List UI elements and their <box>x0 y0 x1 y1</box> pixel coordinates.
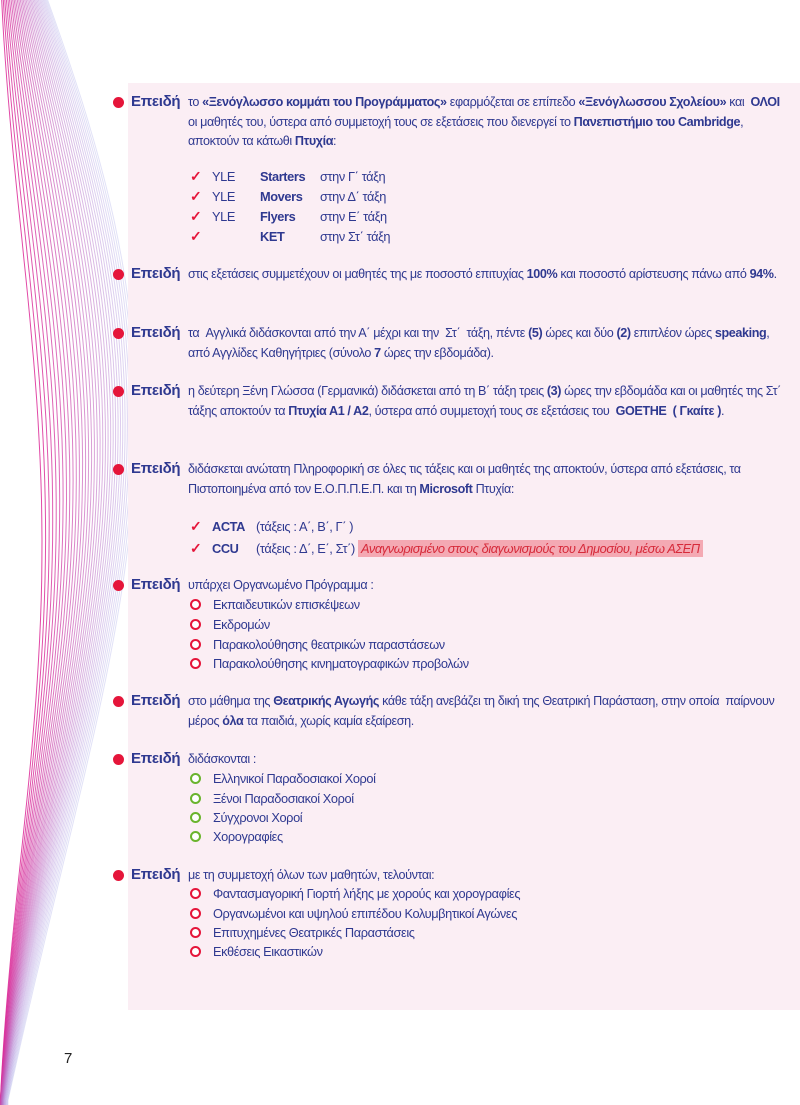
section-keyword: Επειδή <box>131 382 181 399</box>
section-keyword: Επειδή <box>131 265 181 282</box>
bullet-icon <box>113 97 124 108</box>
dance-item: Σύγχρονοι Χοροί <box>190 808 302 828</box>
section-keyword: Επειδή <box>131 692 181 709</box>
bullet-icon <box>113 580 124 591</box>
section-text: τα Αγγλικά διδάσκονται από την Α΄ μέχρι και την Στ΄ τάξη, πέντε (5) ώρες και δύο (2) επιπλέον ώρες speaking, από Αγγλίδες Καθηγήτριες (σύνολο 7 ώρες την εβδομάδα). <box>188 326 770 360</box>
program-item: Εκπαιδευτικών επισκέψεων <box>190 595 360 615</box>
section-keyword: Επειδή <box>131 750 181 767</box>
circle-bullet-icon <box>190 946 201 957</box>
section-text: διδάσκονται : <box>188 752 256 766</box>
event-item: Επιτυχημένες Θεατρικές Παραστάσεις <box>190 923 415 943</box>
cambridge-item: ✓ KET στην Στ΄ τάξη <box>190 228 391 244</box>
section-text: διδάσκεται ανώτατη Πληροφορική σε όλες τις τάξεις και οι μαθητές της αποκτούν, ύστερα από εξετάσεις, τα Πιστοποιημένα από τον Ε.Ο.Π.Π.Ε.Π. και τη Microsoft Πτυχία: <box>188 462 741 496</box>
circle-bullet-icon <box>190 927 201 938</box>
cambridge-item: ✓ YLE Starters στην Γ΄ τάξη <box>190 168 386 184</box>
section-text: με τη συμμετοχή όλων των μαθητών, τελούνται: <box>188 868 435 882</box>
bullet-icon <box>113 754 124 765</box>
section-text: το «Ξενόγλωσσο κομμάτι του Προγράμματος» εφαρμόζεται σε επίπεδο «Ξενόγλωσσου Σχολείου» και ΟΛΟΙ οι μαθητές του, ύστερα από συμμετοχή τους σε εξετάσεις που διενεργεί το Πανεπιστήμιο του Cambridge, αποκτούν τα κάτωθι Πτυχία: <box>188 95 780 148</box>
dance-item: Ελληνικοί Παραδοσιακοί Χοροί <box>190 769 376 789</box>
program-item: Παρακολούθησης θεατρικών παραστάσεων <box>190 635 445 655</box>
bullet-icon <box>113 870 124 881</box>
event-item: Φαντασμαγορική Γιορτή λήξης με χορούς και χορογραφίες <box>190 884 520 904</box>
section-text: η δεύτερη Ξένη Γλώσσα (Γερμανικά) διδάσκεται από τη Β΄ τάξη τρεις (3) ώρες την εβδομάδα και οι μαθητές της Στ΄ τάξης αποκτούν τα Πτυχία Α1 / Α2, ύστερα από συμμετοχή τους σε εξετάσεις του GOETHE ( Γκαίτε ). <box>188 384 781 418</box>
check-icon: ✓ <box>190 540 202 556</box>
dance-item: Χορογραφίες <box>190 827 283 847</box>
bullet-icon <box>113 269 124 280</box>
section-keyword: Επειδή <box>131 93 181 110</box>
section-keyword: Επειδή <box>131 460 181 477</box>
certificate-item: ✓ ACTA (τάξεις : Α΄, Β΄, Γ΄ ) <box>190 518 354 534</box>
check-icon: ✓ <box>190 188 202 204</box>
section-text: στο μάθημα της Θεατρικής Αγωγής κάθε τάξη ανεβάζει τη δική της Θεατρική Παράσταση, στην οποία παίρνουν μέρος όλα τα παιδιά, χωρίς καμία εξαίρεση. <box>188 694 775 728</box>
section-keyword: Επειδή <box>131 576 181 593</box>
circle-bullet-icon <box>190 812 201 823</box>
cambridge-item: ✓ YLE Flyers στην Ε΄ τάξη <box>190 208 387 224</box>
section-text: στις εξετάσεις συμμετέχουν οι μαθητές της με ποσοστό επιτυχίας 100% και ποσοστό αρίστευσης πάνω από 94%. <box>188 267 777 281</box>
certificate-item: ✓ CCU (τάξεις : Δ΄, Ε΄, Στ΄) Αναγνωρισμένο στους διαγωνισμούς του Δημοσίου, μέσω ΑΣΕΠ <box>190 538 703 558</box>
check-icon: ✓ <box>190 518 202 534</box>
circle-bullet-icon <box>190 773 201 784</box>
check-icon: ✓ <box>190 168 202 184</box>
circle-bullet-icon <box>190 831 201 842</box>
section-keyword: Επειδή <box>131 866 181 883</box>
program-item: Εκδρομών <box>190 615 270 635</box>
circle-bullet-icon <box>190 599 201 610</box>
section-keyword: Επειδή <box>131 324 181 341</box>
check-icon: ✓ <box>190 208 202 224</box>
program-item: Παρακολούθησης κινηματογραφικών προβολών <box>190 654 469 674</box>
bullet-icon <box>113 696 124 707</box>
circle-bullet-icon <box>190 888 201 899</box>
circle-bullet-icon <box>190 658 201 669</box>
event-item: Οργανωμένοι και υψηλού επιπέδου Κολυμβητικοί Αγώνες <box>190 904 517 924</box>
bullet-icon <box>113 464 124 475</box>
asep-recognition-note: Αναγνωρισμένο στους διαγωνισμούς του Δημοσίου, μέσω ΑΣΕΠ <box>358 540 703 557</box>
event-item: Εκθέσεις Εικαστικών <box>190 942 323 962</box>
circle-bullet-icon <box>190 793 201 804</box>
cambridge-item: ✓ YLE Movers στην Δ΄ τάξη <box>190 188 387 204</box>
bullet-icon <box>113 386 124 397</box>
check-icon: ✓ <box>190 228 202 244</box>
bullet-icon <box>113 328 124 339</box>
dance-item: Ξένοι Παραδοσιακοί Χοροί <box>190 789 354 809</box>
section-text: υπάρχει Οργανωμένο Πρόγραμμα : <box>188 578 374 592</box>
page-number: 7 <box>64 1050 73 1067</box>
circle-bullet-icon <box>190 639 201 650</box>
circle-bullet-icon <box>190 619 201 630</box>
circle-bullet-icon <box>190 908 201 919</box>
